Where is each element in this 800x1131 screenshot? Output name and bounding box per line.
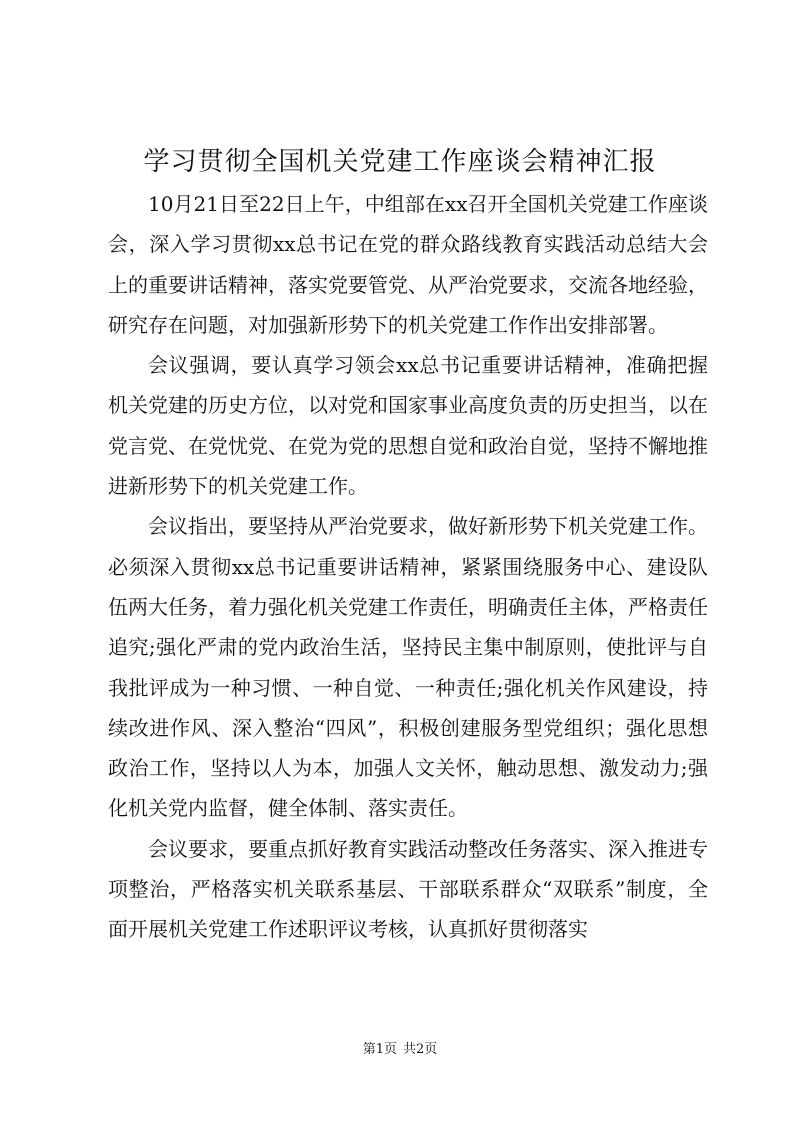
document-title: 学习贯彻全国机关党建工作座谈会精神汇报 xyxy=(143,147,657,177)
page-number-current: 第1页 xyxy=(362,1042,397,1057)
paragraph-3: 会议指出，要坚持从严治党要求，做好新形势下机关党建工作。必须深入贯彻xx总书记重要讲话精神，紧紧围绕服务中心、建设队伍两大任务，着力强化机关党建工作责任，明确责任主体，严格责任追究;强化严肃的党内政治生活，坚持民主集中制原则，使批评与自我批评成为一种习惯、一种自觉、一种责任;强化机关作风建设，持续改进作风、深入整治“四风”，积极创建服务型党组织；强化思想政治工作，坚持以人为本，加强人文关怀，触动思想、激发动力;强化机关党内监督，健全体制、落实责任。 xyxy=(108,514,708,821)
page-footer xyxy=(0,1041,800,1059)
paragraph-4: 会议要求，要重点抓好教育实践活动整改任务落实、深入推进专项整治，严格落实机关联系基层、干部联系群众“双联系”制度，全面开展机关党建工作述职评议考核，认真抓好贯彻落实 xyxy=(108,836,708,942)
paragraph-1: 10月21日至22日上午，中组部在xx召开全国机关党建工作座谈会，深入学习贯彻xx总书记在党的群众路线教育实践活动总结大会上的重要讲话精神，落实党要管党、从严治党要求，交流各地经验，研究存在问题，对加强新形势下的机关党建工作作出安排部署。 xyxy=(108,192,708,337)
document-body xyxy=(108,184,708,950)
paragraph-2: 会议强调，要认真学习领会xx总书记重要讲话精神，准确把握机关党建的历史方位，以对党和国家事业高度负责的历史担当，以在党言党、在党忧党、在党为党的思想自觉和政治自觉，坚持不懈地推进新形势下的机关党建工作。 xyxy=(108,353,708,499)
page-number-total: 共2页 xyxy=(403,1042,438,1057)
